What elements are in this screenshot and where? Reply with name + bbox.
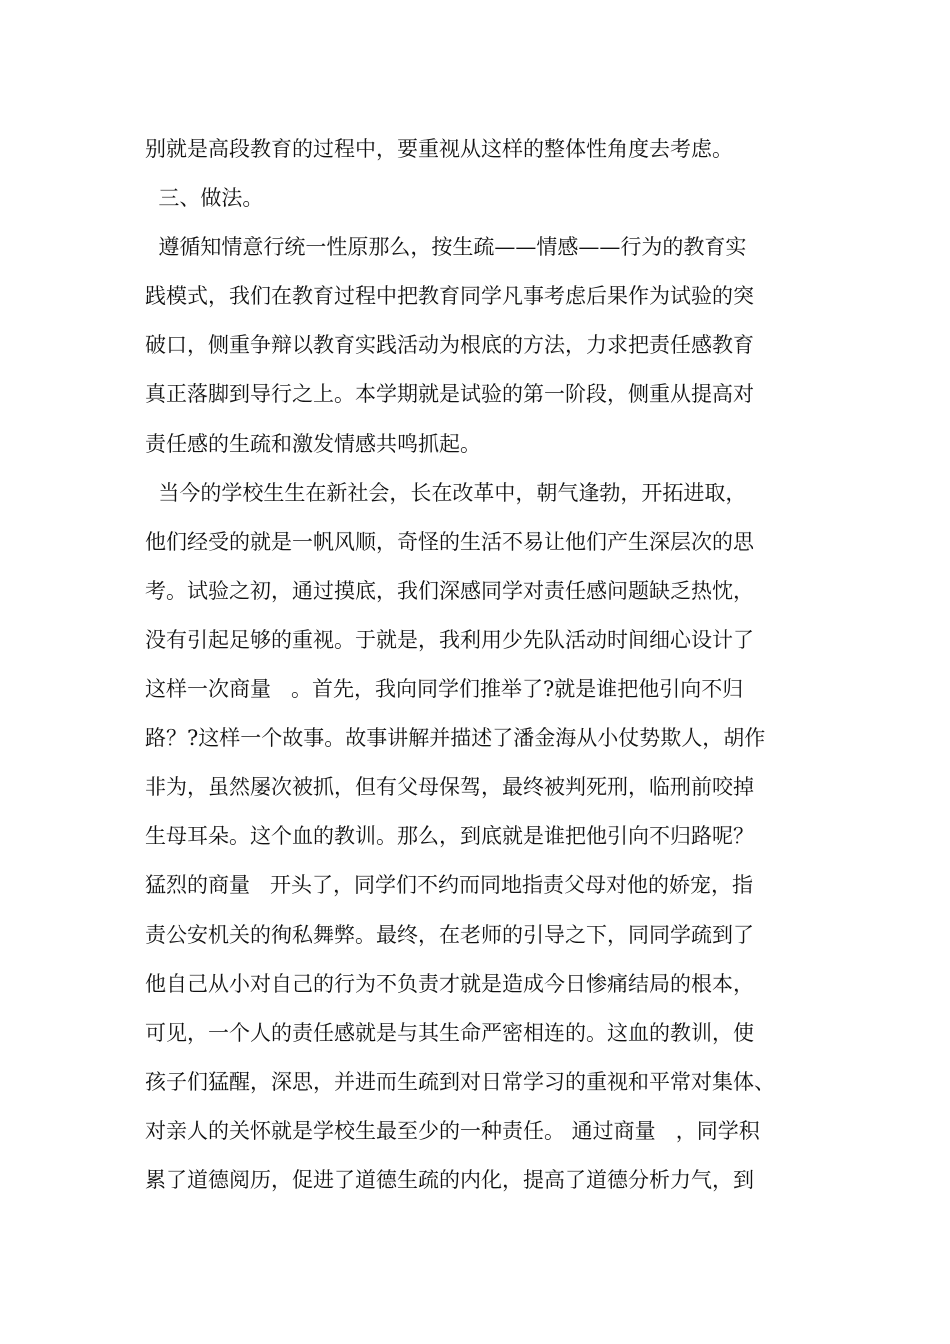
document-body: [145, 125, 835, 1205]
text-line: 可见，一个人的责任感就是与其生命严密相连的。这血的教训，使: [145, 1020, 754, 1045]
text-line: 责公安机关的徇私舞弊。最终，在老师的引导之下，同同学疏到了: [145, 922, 754, 947]
text-line: 他自己从小对自己的行为不负责才就是造成今日惨痛结局的根本，: [145, 971, 754, 996]
text-line: 遵循知情意行统一性原那么，按生疏——情感——行为的教育实: [145, 235, 747, 260]
text-line: 这样一次商量 。首先，我向同学们推举了?就是谁把他引向不归: [145, 677, 744, 702]
text-line: 生母耳朵。这个血的教训。那么，到底就是谁把他引向不归路呢？: [145, 824, 754, 849]
text-line: 真正落脚到导行之上。本学期就是试验的第一阶段，侧重从提高对: [145, 382, 754, 407]
text-line: 没有引起足够的重视。于就是，我利用少先队活动时间细心设计了: [145, 627, 754, 652]
text-line: 孩子们猛醒，深思，并进而生疏到对日常学习的重视和平常对集体、: [145, 1069, 775, 1094]
text-line: 非为，虽然屡次被抓，但有父母保驾，最终被判死刑，临刑前咬掉: [145, 775, 754, 800]
text-line: 践模式，我们在教育过程中把教育同学凡事考虑后果作为试验的突: [145, 284, 754, 309]
text-line: 当今的学校生生在新社会，长在改革中，朝气逢勃，开拓进取，: [145, 480, 747, 505]
text-line: 破口，侧重争辩以教育实践活动为根底的方法，力求把责任感教育: [145, 333, 754, 358]
text-line: 路？?这样一个故事。故事讲解并描述了潘金海从小仗势欺人，胡作: [145, 726, 766, 751]
section-heading: 三、做法。: [145, 186, 264, 211]
text-line: 对亲人的关怀就是学校生最至少的一种责任。 通过商量 ，同学积: [145, 1118, 760, 1143]
text-line: 别就是高段教育的过程中，要重视从这样的整体性角度去考虑。: [145, 137, 733, 161]
text-line: 责任感的生疏和激发情感共鸣抓起。: [145, 431, 481, 456]
text-line: 累了道德阅历，促进了道德生疏的内化，提高了道德分析力气，到: [145, 1167, 754, 1192]
text-line: 他们经受的就是一帆风顺，奇怪的生活不易让他们产生深层次的思: [145, 529, 754, 554]
text-line: 考。试验之初，通过摸底，我们深感同学对责任感问题缺乏热忱，: [145, 578, 754, 603]
text-line: 猛烈的商量 开头了，同学们不约而同地指责父母对他的娇宠，指: [145, 873, 754, 898]
